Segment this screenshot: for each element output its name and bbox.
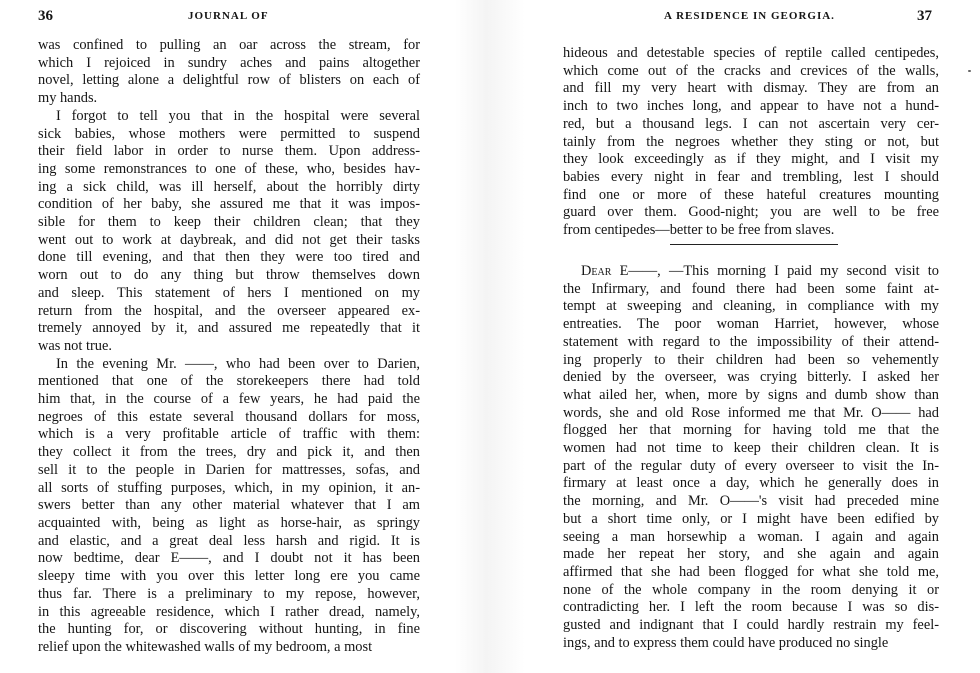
text-line: Dear E——, —This morning I paid my second visit to [581,263,939,279]
text-line: ing properly to their children had been so vehemently [563,351,939,368]
text-line: tempt at sweeping and cleaning, in compliance with my [563,298,939,315]
text-line: but a short time only, or I might have been edified by [563,510,939,527]
text-line: denied by the overseer, was crying bitterly. I asked her [563,369,939,386]
print-speck [968,70,971,72]
right-page-number: 37 [917,8,932,24]
right-page [490,0,980,673]
text-line: sell it to the people in Darien for mattresses, sofas, and [38,461,420,478]
text-line: seeing a man horsewhip a woman. I again and again [563,528,939,545]
text-line: my hands. [38,90,98,107]
text-line: red, but a thousand legs. I can not ascertain very cer- [563,115,939,132]
text-line: which I rejoiced in sundry aches and pains altogether [38,54,420,71]
text-line: sick babies, whose mothers were permitted to suspend [38,125,420,142]
text-line: hideous and detestable species of reptile called centipedes, [563,45,939,61]
text-line: they look exceedingly as if they might, and I visit my [563,151,939,168]
text-line: him that, in the course of a few years, he had paid the [38,391,420,408]
text-line: guard over them. Good-night; you are well to be free [563,204,939,221]
left-running-head: JOURNAL OF [188,10,269,22]
right-page-paragraph-1 [563,45,939,240]
text-line: ing some remonstrances to one of these, who, besides hav- [38,160,420,177]
text-line: the Infirmary, and found there had been some faint at- [563,280,939,297]
text-line: In the evening Mr. ——, who had been over to Darien, [56,355,420,372]
left-page-body [38,37,420,657]
text-line: affirmed that she had been flogged for what she told me, [563,563,939,580]
text-line: and sleep. This statement of hers I mentioned on my [38,284,420,301]
text-line: entreaties. The poor woman Harriet, however, whose [563,316,939,333]
text-line: sible for them to keep their children clean; that they [38,214,420,231]
text-line: flogged her that morning for having told me that the [563,422,939,439]
text-line: statement with regard to the impossibility of their attend- [563,333,939,350]
text-line: done till evening, and that then they were too tired and [38,249,420,266]
text-line: ing a sick child, was ill herself, about the horribly dirty [38,178,420,195]
text-line: part of the regular duty of every overseer to visit the In- [563,457,939,474]
text-line: ings, and to express them could have produced no single [563,634,889,651]
text-line: tremely annoyed by it, and assured me repeatedly that it [38,320,420,337]
text-line: made her repeat her story, and she again and again [563,546,939,563]
text-line: was confined to pulling an oar across the stream, for [38,37,420,53]
text-line: all sorts of stuffing purposes, which, in my opinion, it an- [38,479,420,496]
text-line: condition of her baby, she assured me that it was impos- [38,196,420,213]
left-page [0,0,470,673]
text-line: which come out of the cracks and crevices of the walls, [563,62,939,79]
text-line: gusted and indignant that I could hardly restrain my feel- [563,617,939,634]
text-line: swers better than any other material whatever that I am [38,497,420,514]
text-line: what ailed her, when, more by signs and dumb show than [563,386,939,403]
right-running-head: A RESIDENCE IN GEORGIA. [664,10,835,22]
text-line: in this agreeable residence, which I rather dread, namely, [38,603,420,620]
text-line: none of the whole company in the room denying it or [563,581,939,598]
text-line: and elastic, and a great deal less harsh and rigid. It is [38,532,420,549]
text-line: women had not time to keep their children clean. It is [563,440,939,457]
section-divider [670,244,838,245]
text-line: words, she and old Rose informed me that Mr. O—— had [563,404,939,421]
text-line: they collect it from the trees, dry and pick it, and then [38,444,420,461]
right-page-letter [563,263,939,652]
text-line: sleepy time with you over this letter long ere you came [38,568,420,585]
text-line: which is a very profitable article of traffic with them: [38,426,420,443]
text-line: relief upon the whitewashed walls of my bedroom, a most [38,638,373,655]
text-line: return from the hospital, and the overseer appeared ex- [38,302,420,319]
text-line: find one or more of these hateful creatures mounting [563,186,939,203]
text-line: now bedtime, dear E——, and I doubt not it has been [38,550,420,567]
text-line: mentioned that one of the storekeepers there had told [38,373,420,390]
text-line: went out to work at daybreak, and did not get their tasks [38,231,420,248]
text-line: worn out to do any thing but throw themselves down [38,267,420,284]
text-line: inch to two inches long, and appear to have not a hund- [563,98,939,115]
text-line: and fill my very heart with dismay. They are from an [563,80,939,97]
text-line: the hunting for, or discovering without hunting, in fine [38,621,420,638]
text-line: babies every night in fear and trembling, lest I should [563,168,939,185]
text-line: negroes of this estate several thousand dollars for moss, [38,408,420,425]
text-line: I forgot to tell you that in the hospital were several [56,107,420,124]
text-line: was not true. [38,337,112,354]
text-line: firmary at least once a day, which he generally does in [563,475,939,492]
text-line: acquainted with, being as light as horse-hair, as springy [38,514,420,531]
text-line: thus far. There is a preliminary to my repose, however, [38,585,420,602]
text-line: the morning, and Mr. O——'s visit had preceded mine [563,493,939,510]
text-line: their field labor in order to nurse them. Upon address- [38,143,420,160]
text-line: contradicting her. I left the room because I was so dis- [563,599,939,616]
text-line: novel, letting alone a delightful row of blisters on each of [38,72,420,89]
left-page-number: 36 [38,8,53,24]
text-line: from centipedes—better to be free from slaves. [563,222,835,239]
text-line: tainly from the negroes whether they sting or not, but [563,133,939,150]
letter-salutation: Dear E——, [581,263,661,279]
